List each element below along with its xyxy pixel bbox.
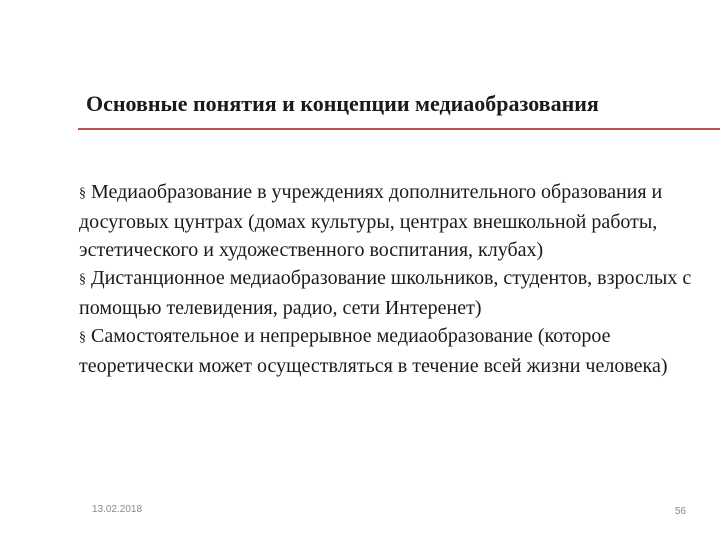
bullet-icon: § (79, 272, 86, 287)
bullet-text: Самостоятельное и непрерывное медиаобразование (которое теоретически может осуществляться в течение всей жизни человека) (79, 325, 668, 377)
slide-title: Основные понятия и концепции медиаобразования (86, 91, 599, 116)
footer-date: 13.02.2018 (92, 504, 143, 515)
bullet-item (79, 322, 709, 380)
slide-body (79, 178, 709, 380)
bullet-text: Медиаобразование в учреждениях дополнительного образования и досуговых цунтрах (домах культуры, центрах внешкольной работы, эстетического и художественного воспитания, клубах) (79, 181, 663, 261)
bullet-text: Дистанционное медиаобразование школьников, студентов, взрослых с помощью телевидения, радио, сети Интеренет) (79, 267, 692, 319)
bullet-item (79, 178, 709, 264)
page-number: 56 (674, 506, 686, 517)
bullet-icon: § (79, 186, 86, 201)
bullet-icon: § (79, 330, 86, 345)
title-underline (78, 128, 720, 130)
bullet-item (79, 264, 709, 322)
